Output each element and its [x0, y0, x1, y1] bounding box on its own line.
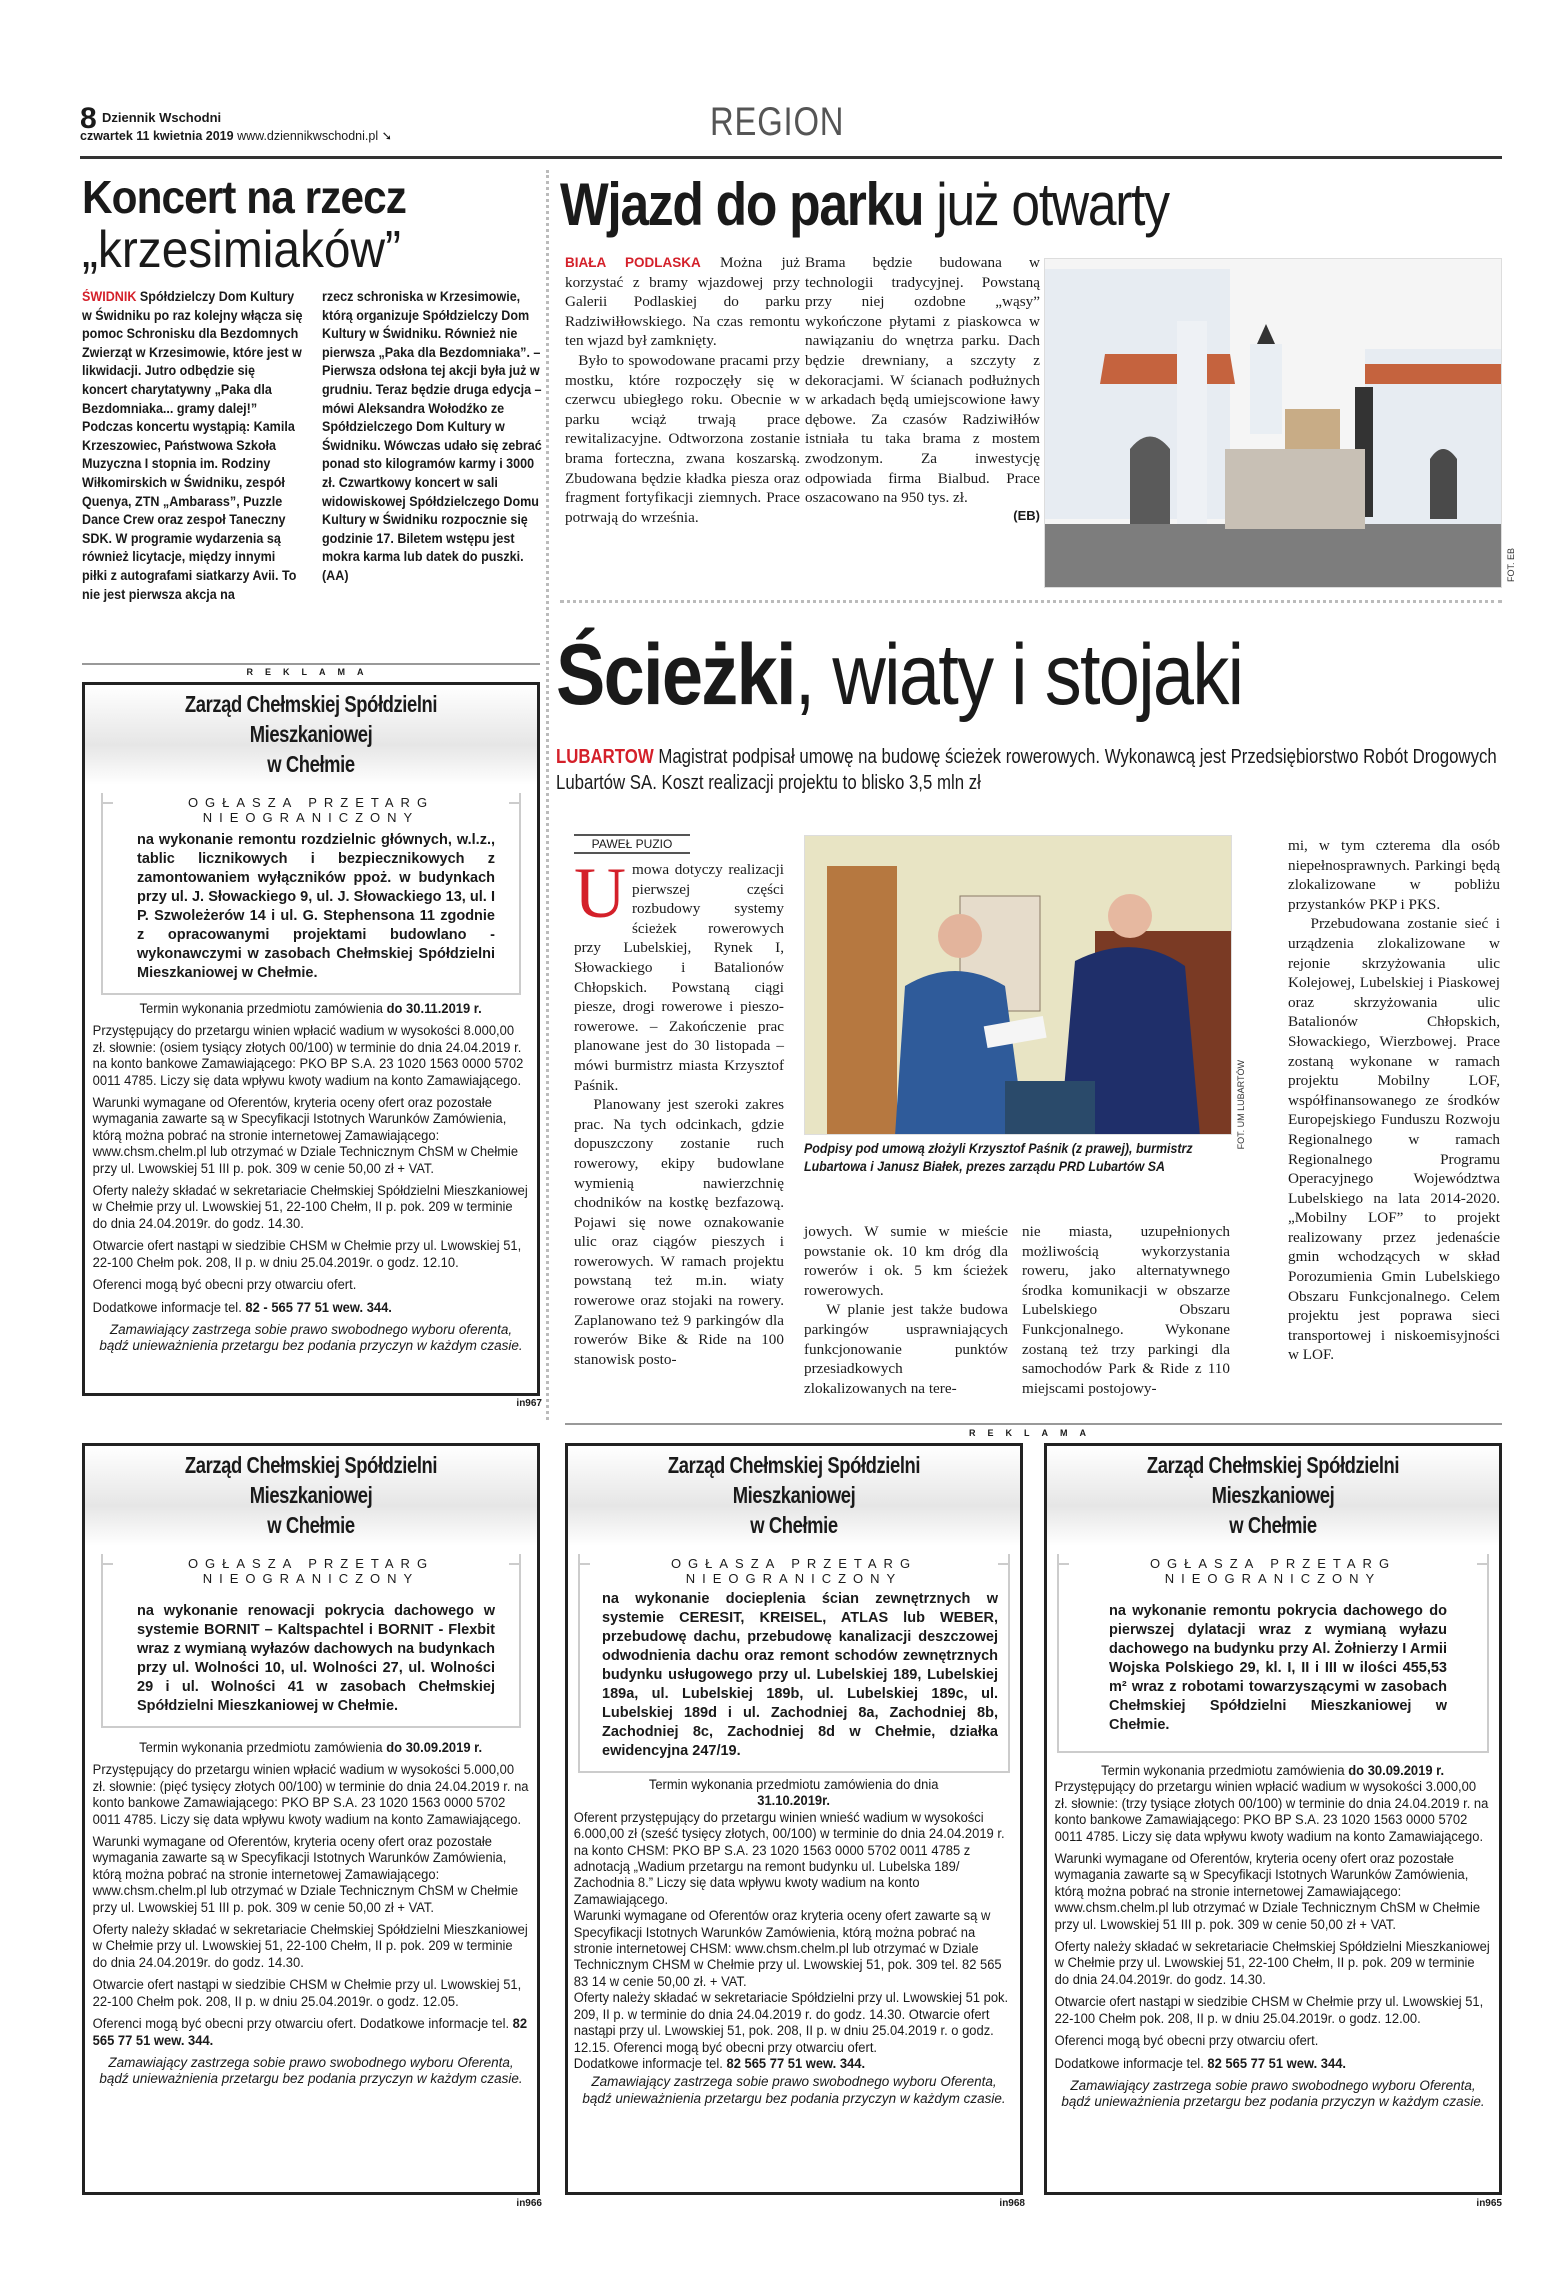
- ad-disclaimer: Zamawiający zastrzega sobie prawo swobodnego wyboru Oferenta, bądź unieważnienia przetargu bez podania przyczyn w każdym czasie.: [582, 2074, 1006, 2106]
- dateline: ŚWIDNIK: [82, 289, 137, 304]
- page-number: 8: [80, 102, 97, 135]
- ad-code: in967: [516, 1398, 542, 1409]
- paper-name: Dziennik Wschodni: [102, 110, 222, 125]
- photo-credit: FOT. UM LUBARTÓW: [1236, 1060, 1246, 1150]
- bikes-col-4: mi, w tym czterema dla osób niepełnosprawnych. Parkingi będą zlokalizowane w pobliżu przystanków PKP i PKS. Przebudowana zostanie sieć i urządzenia zlokalizowane w rejonie skrzyżowania ulic Kolejowej, Lubelskiej i Piaskowej oraz skrzyżowania ulic Batalionów Chłopskich, Słowackiego, Wierzbowej. Prace zostaną wykonane w ramach projektu Mobilny LOF, współfinansowanego ze środków Europejskiego Funduszu Rozwoju Regionalnego w ramach Regionalnego Programu Operacyjnego Województwa Lubelskiego na lata 2014-2020. „Mobilny LOF” to projekt realizowany przez jedenaście gmin wchodzących w skład Porozumienia Gmin Lubelskiego Obszaru Funkcjonalnego. Celem projektu jest poprawa sieci transportowej i niskoemisyjności w LOF.: [1288, 837, 1500, 1364]
- ad-disclaimer: Zamawiający zastrzega sobie prawo swobodnego wyboru oferenta, bądź unieważnienia przetargu bez podania przyczyn w każdym czasie.: [99, 1321, 523, 1354]
- park-col-2: Brama będzie budowana w technologii tradycyjnej. Powstaną przy niej ozdobne „wąsy” wykończone płytami z piaskowca w nawiązaniu do wnętrza parku. Dach będzie drewniany, a szczyty z dekoracjami. W ścianach podłużnych w arkadach będą umiejscowione ławy dębowe. Za czasów Radziwiłłów istniała tu taka brama z mostem zwodzonym. Za inwestycję odpowiada firma Bialbud. Prace oszacowano na 950 tys. zł. (EB): [805, 254, 1040, 523]
- park-headline: Wjazd do parku już otwarty: [560, 171, 1169, 238]
- park-gate-photo: [1044, 258, 1502, 588]
- ad-body: Termin wykonania przedmiotu zamówienia do 30.09.2019 r. Przystępujący do przetargu winien wpłacić wadium w wysokości 3.000,00 zł. słownie: (trzy tysiące złotych 00/100) w terminie do dnia 24.04.2019 r. na konto bankowe Zamawiającego: PKO BP S.A. 23 1020 1563 0000 5702 0011 4785. Liczy się data wpływu kwoty wadium na konto Zamawiającego. Warunki wymagane od Oferentów, kryteria oceny ofert oraz pozostałe wymagania zawarte są w Specyfikacji Istotnych Warunków Zamówienia, którą można pobrać na stronie internetowej Zamawiającego: www.chsm.chelm.pl lub otrzymać w Dziale Technicznym ChSM w Chełmie przy ul. Lwowskiej 51 III p. pok. 309 w cenie 50,00 zł + VAT. Oferty należy składać w sekretariacie Chełmskiej Spółdzielni Mieszkaniowej w Chełmie przy ul. Lwowskiej 51, 22-100 Chełm, II p. pok. 209 w terminie do dnia 24.04.2019r. do godz. 14.30. Otwarcie ofert nastąpi w siedzibie CHSM w Chełmie przy ul. Lwowskiej 51, 22-100 Chełm pok. 208, II p. w dniu 25.04.2019r. o godz. 12.00. Oferenci mogą być obecni przy otwarciu ofert. Dodatkowe informacje tel. 82 565 77 51 wew. 344.: [1054, 1763, 1490, 2071]
- concert-headline: Koncert na rzecz: [82, 171, 406, 223]
- ad-body: Termin wykonania przedmiotu zamówienia do 30.11.2019 r. Przystępujący do przetargu winien wpłacić wadium w wysokości 8.000,00 zł. słownie: (osiem tysiący złotych 00/100) w terminie do dnia 24.04.2019 r. na konto bankowe Zamawiającego: PKO BP S.A. 23 1020 1563 0000 5702 0011 4785. Liczy się data wpływu kwoty wadium na konto Zamawiającego. Warunki wymagane od Oferentów, kryteria oceny ofert oraz pozostałe wymagania zawarte są w Specyfikacji Istotnych Warunków Zamówienia, którą można pobrać na stronie internetowej Zamawiającego: www.chsm.chelm.pl lub otrzymać w Dziale Technicznym ChSM w Chełmie przy ul. Lwowskiej 51 III p. pok. 309 w cenie 50,00 zł + VAT. Oferty należy składać w sekretariacie Chełmskiej Spółdzielni Mieszkaniowej w Chełmie przy ul. Lwowskiej 51, 22-100 Chełm, II p. pok. 209 w terminie do dnia 24.04.2019r. do godz. 14.30. Otwarcie ofert nastąpi w siedzibie CHSM w Chełmie przy ul. Lwowskiej 51, 22-100 Chełm pok. 208, II p. w dniu 25.04.2019r. o godz. 12.10. Oferenci mogą być obecni przy otwarciu ofert. Dodatkowe informacje tel. 82 - 565 77 51 wew. 344.: [92, 1001, 528, 1315]
- contract-signing-photo: [804, 835, 1232, 1135]
- tender-ad-in965: [1044, 1443, 1502, 2195]
- dateline: BIAŁA PODLASKA: [565, 255, 701, 270]
- ad-code: in968: [999, 2198, 1025, 2209]
- ad-frame: [578, 1554, 1010, 1773]
- concert-col-2: rzecz schroniska w Krzesimowie, którą organizuje Spółdzielczy Dom Kultury w Świdniku. Również nie pierwsza „Paka dla Bezdomniaka”. – Pierwsza odsłona tej akcji była już w grudniu. Teraz będzie druga edycja – mówi Aleksandra Wołodźko ze Spółdzielczego Dom Kultury w Świdniku. Wówczas udało się zebrać ponad sto kilogramów karmy i 3000 zł. Czwartkowy koncert w sali widowiskowej Spółdzielczego Domu Kultury w Świdniku rozpocznie się godzinie 17. Biletem wstępu jest mokra karma lub datek do puszki. (AA): [322, 289, 542, 583]
- section-divider: [560, 600, 1502, 603]
- cursor-icon: ➘: [381, 129, 393, 143]
- date-text: czwartek 11 kwietnia 2019: [80, 129, 234, 143]
- ad-subject: na wykonanie docieplenia ścian zewnętrznych w systemie CERESIT, KREISEL, ATLAS lub WEBER, przebudowę dachu, przebudowę kanalizacji deszczowej odwodnienia dachu oraz remont schodów zewnętrznych budynku usługowego przy ul. Lubelskiej 189, Lubelskiej 189a, ul. Lubelskiej 189b, ul. Lubelskiej 189c, ul. Lubelskiej 189d i ul. Zachodniej 8a, Zachodniej 8b, Zachodniej 8c, Zachodniej 8d w Chełmie, działka ewidencyjna 247/19.: [602, 1591, 998, 1759]
- ad-subject: na wykonanie remontu rozdzielnic głównych, w.l.z., tablic licznikowych i bezpiecznikowych z zamontowaniem wyłączników ppoż. w budynkach przy ul. J. Słowackiego 9, ul. J. Słowackiego 13, ul. I P. Szwoleżerów 14 i ul. G. Stephensona 11 zgodnie z opracowanymi projektami budowlano - wykonawczymi w zasobach Chełmskiej Spółdzielni Mieszkaniowej w Chełmie.: [137, 832, 495, 981]
- photo-caption: Podpisy pod umową złożyli Krzysztof Paśnik (z prawej), burmistrz Lubartowa i Janusz Białek, prezes zarządu PRD Lubartów SA: [804, 1141, 1193, 1175]
- bikes-col-2: jowych. W sumie w mieście powstanie ok. 10 km dróg dla rowerów i ok. 5 km ścieżek rowerowych. W planie jest także budowa parkingów usprawniających funkcjonowanie punktów przesiadkowych zlokalizowanych na tere-: [804, 1223, 1008, 1397]
- announce: OGŁASZA PRZETARG NIEOGRANICZONY: [113, 795, 509, 825]
- ad-header: Zarząd Chełmskiej Spółdzielni Mieszkaniowej w Chełmie: [85, 685, 537, 785]
- column-divider: [546, 170, 549, 1420]
- ad-rule: [82, 663, 540, 665]
- ad-body: Termin wykonania przedmiotu zamówienia do 30.09.2019 r. Przystępujący do przetargu winien wpłacić wadium w wysokości 5.000,00 zł. słownie: (pięć tysięcy złotych 00/100) w terminie do dnia 24.04.2019 r. na konto bankowe Zamawiającego: PKO BP S.A. 23 1020 1563 0000 5702 0011 4785. Liczy się data wpływu kwoty wadium na konto Zamawiającego. Warunki wymagane od Oferentów, kryteria oceny ofert oraz pozostałe wymagania zawarte są w Specyfikacji Istotnych Warunków Zamówienia, którą można pobrać na stronie internetowej Zamawiającego: www.chsm.chelm.pl lub otrzymać w Dziale Technicznym ChSM w Chełmie przy ul. Lwowskiej 51 III p. pok. 309 w cenie 50,00 zł + VAT. Oferty należy składać w sekretariacie Chełmskiej Spółdzielni Mieszkaniowej w Chełmie przy ul. Lwowskiej 51, 22-100 Chełm, II p. pok. 209 w terminie do dnia 24.04.2019r. do godz. 14.30. Otwarcie ofert nastąpi w siedzibie CHSM w Chełmie przy ul. Lwowskiej 51, 22-100 Chełm pok. 208, II p. w dniu 25.04.2019r. o godz. 12.05. Oferenci mogą być obecni przy otwarciu ofert. Dodatkowe informacje tel. 82 565 77 51 wew. 344.: [92, 1740, 529, 2048]
- announce: OGŁASZA PRZETARG NIEOGRANICZONY: [113, 1556, 509, 1586]
- ad-subject: na wykonanie remontu pokrycia dachowego do pierwszej dylatacji wraz z wymianą wyłazu dachowego na budynku przy Al. Żołnierzy I Armii Wojska Polskiego 29, kl. I, II i III w ilości 455,53 m² wraz z robotami towarzyszącymi w zasobach Chełmskiej Spółdzielni Mieszkaniowej w Chełmie.: [1109, 1603, 1447, 1733]
- tender-ad-in966: [82, 1443, 540, 2195]
- dropcap: U: [574, 853, 626, 933]
- signature: (EB): [1013, 507, 1040, 523]
- website-link[interactable]: www.dziennikwschodni.pl: [237, 129, 379, 143]
- ad-rule: [565, 1423, 1502, 1425]
- section-title: REGION: [710, 100, 845, 144]
- bikes-lead: LUBARTOW Magistrat podpisał umowę na budowę ścieżek rowerowych. Wykonawcą jest Przedsiębiorstwo Robót Drogowych Lubartów SA. Koszt realizacji projektu to blisko 3,5 mln zł: [556, 746, 1497, 794]
- concert-headline-2: „krzesimiaków”: [82, 221, 401, 279]
- ad-code: in965: [1476, 2198, 1502, 2209]
- bikes-headline: Ścieżki, wiaty i stojaki: [556, 627, 1243, 723]
- ad-header: Zarząd Chełmskiej Spółdzielni Mieszkaniowej w Chełmie: [85, 1446, 537, 1546]
- issue-date: [80, 128, 392, 143]
- ad-disclaimer: Zamawiający zastrzega sobie prawo swobodnego wyboru Oferenta, bądź unieważnienia przetargu bez podania przyczyn w każdym czasie.: [1061, 2077, 1485, 2110]
- announce: OGŁASZA PRZETARG NIEOGRANICZONY: [590, 1556, 998, 1586]
- ad-frame: [101, 1554, 521, 1728]
- header-rule: [80, 156, 1502, 159]
- ad-code: in966: [516, 2198, 542, 2209]
- ad-body: Termin wykonania przedmiotu zamówienia do dnia 31.10.2019r. Oferent przystępujący do przetargu winien wnieść wadium w wysokości 6.000,00 zł (sześć tysięcy złotych, 00/100) w terminie do dnia 24.04.2019 r. na konto CHSM: PKO BP S.A. 23 1020 1563 0000 5702 0011 4785 z adnotacją „Wadium przetargu na remont budynku ul. Lubelska 189/ Zachodnia 8.” Liczy się data wpływu kwoty wadium na konto Zamawiającego. Warunki wymagane od Oferentów oraz kryteria oceny ofert zawarte są w Specyfikacji Istotnych Warunków Zamówienia, którą można pobrać na stronie internetowej CHSM: www.chsm.chelm.pl lub otrzymać w Dziale Technicznym CHSM w Chełmie przy ul. Lwowskiej 51, pok. 309 tel. 82 565 83 14 w cenie 50,00 zł. + VAT. Oferty należy składać w sekretariacie Spółdzielni przy ul. Lwowskiej 51 pok. 209, II p. w terminie do dnia 24.04.2019 r. do godz. 14.30. Otwarcie ofert nastąpi przy ul. Lwowskiej 51, pok. 208, II p. w dniu 25.04.2019 r. o godz. 12.15. Oferenci mogą być obecni przy otwarciu ofert. Dodatkowe informacje tel. 82 565 77 51 wew. 344.: [573, 1777, 1009, 2071]
- ad-header: Zarząd Chełmskiej Spółdzielni Mieszkaniowej w Chełmie: [568, 1446, 1020, 1546]
- dateline: LUBARTOW: [556, 746, 654, 768]
- signature: (AA): [322, 567, 349, 583]
- author-byline: PAWEŁ PUZIO: [574, 834, 690, 854]
- bikes-col-3: nie miasta, uzupełnionych możliwością wykorzystania roweru, jako alternatywnego środka komunikacji w obszarze Lubelskiego Obszaru Funkcjonalnego. Wykonane zostaną też trzy parkingi dla samochodów Park & Ride z 110 miejscami postojowy-: [1022, 1223, 1230, 1397]
- ad-header: Zarząd Chełmskiej Spółdzielni Mieszkaniowej w Chełmie: [1047, 1446, 1499, 1546]
- tender-ad-in967: [82, 682, 540, 1396]
- announce: OGŁASZA PRZETARG NIEOGRANICZONY: [1069, 1556, 1477, 1586]
- photo-credit: FOT. EB: [1506, 548, 1516, 583]
- tender-ad-in968: [565, 1443, 1023, 2195]
- park-col-1: BIAŁA PODLASKA Można już korzystać z bramy wjazdowej przy Galerii Podlaskiej do parku Radziwiłłowskiego. Na czas remontu ten wjazd był zamknięty. Było to spowodowane pracami przy mostku, które rozpoczęły się w czerwcu ubiegłego roku. Obecnie w parku wciąż trwają prace rewitalizacyjne. Odtworzona zostanie brama forteczna, zwana koszarską. Zbudowana będzie kładka piesza oraz fragment fortyfikacji ziemnych. Prace potrwają do września.: [565, 254, 801, 526]
- ad-frame: [1057, 1554, 1489, 1753]
- concert-col-1: ŚWIDNIK Spółdzielczy Dom Kultury w Świdniku po raz kolejny włącza się pomoc Schronisku dla Bezdomnych Zwierząt w Krzesimowie, które jest w likwidacji. Jutro odbędzie się koncert charytatywny „Paka dla Bezdomniaka... gramy dalej!” Podczas koncertu wystąpią: Kamila Krzeszowiec, Państwowa Szkoła Muzyczna I stopnia im. Rodziny Wiłkomirskich w Świdniku, zespół Quenya, ZTN „Ambarass”, Puzzle Dance Crew oraz zespoł Taneczny SDK. W programie wydarzenia są również licytacje, między innymi piłki z autografami siatkarzy Avii. To nie jest pierwsza akcja na: [82, 289, 303, 602]
- bikes-col-1: Umowa dotyczy realizacji pierwszej części rozbudowy systemy ścieżek rowerowych przy Lubelskiej, Rynek I, Słowackiego i Batalionów Chłopskich. Powstaną ciągi piesze, drogi rowerowe i pieszo-rowerowe. – Zakończenie prac planowane jest do 30 listopada – mówi burmistrz miasta Krzysztof Paśnik. Planowany jest szeroki zakres prac. Na tych odcinkach, gdzie dopuszczony zostanie ruch rowerowy, ekipy budowlane wymienią nawierzchnię chodników na kostkę bezfazową. Pojawi się nowe oznakowanie ulic oraz ciągów pieszych i rowerowych. W ramach projektu powstaną też m.in. wiaty rowerowe oraz stojaki na rowery. Zaplanowano też 9 parkingów dla rowerów Bike & Ride na 100 stanowisk posto-: [574, 853, 784, 1368]
- ad-frame: [101, 793, 521, 995]
- reklama-label: REKLAMA: [246, 667, 376, 677]
- reklama-label: REKLAMA: [969, 1428, 1098, 1438]
- ad-disclaimer: Zamawiający zastrzega sobie prawo swobodnego wyboru Oferenta, bądź unieważnienia przetargu bez podania przyczyn w każdym czasie.: [99, 2054, 523, 2087]
- ad-subject: na wykonanie renowacji pokrycia dachowego w systemie BORNIT – Kaltspachtel i BORNIT - Flexbit wraz z wymianą wyłazów dachowych na budynkach przy ul. Wolności 10, ul. Wolności 27, ul. Wolności 29 i ul. Wolności 41 w zasobach Chełmskiej Spółdzielni Mieszkaniowej w Chełmie.: [137, 1603, 495, 1714]
